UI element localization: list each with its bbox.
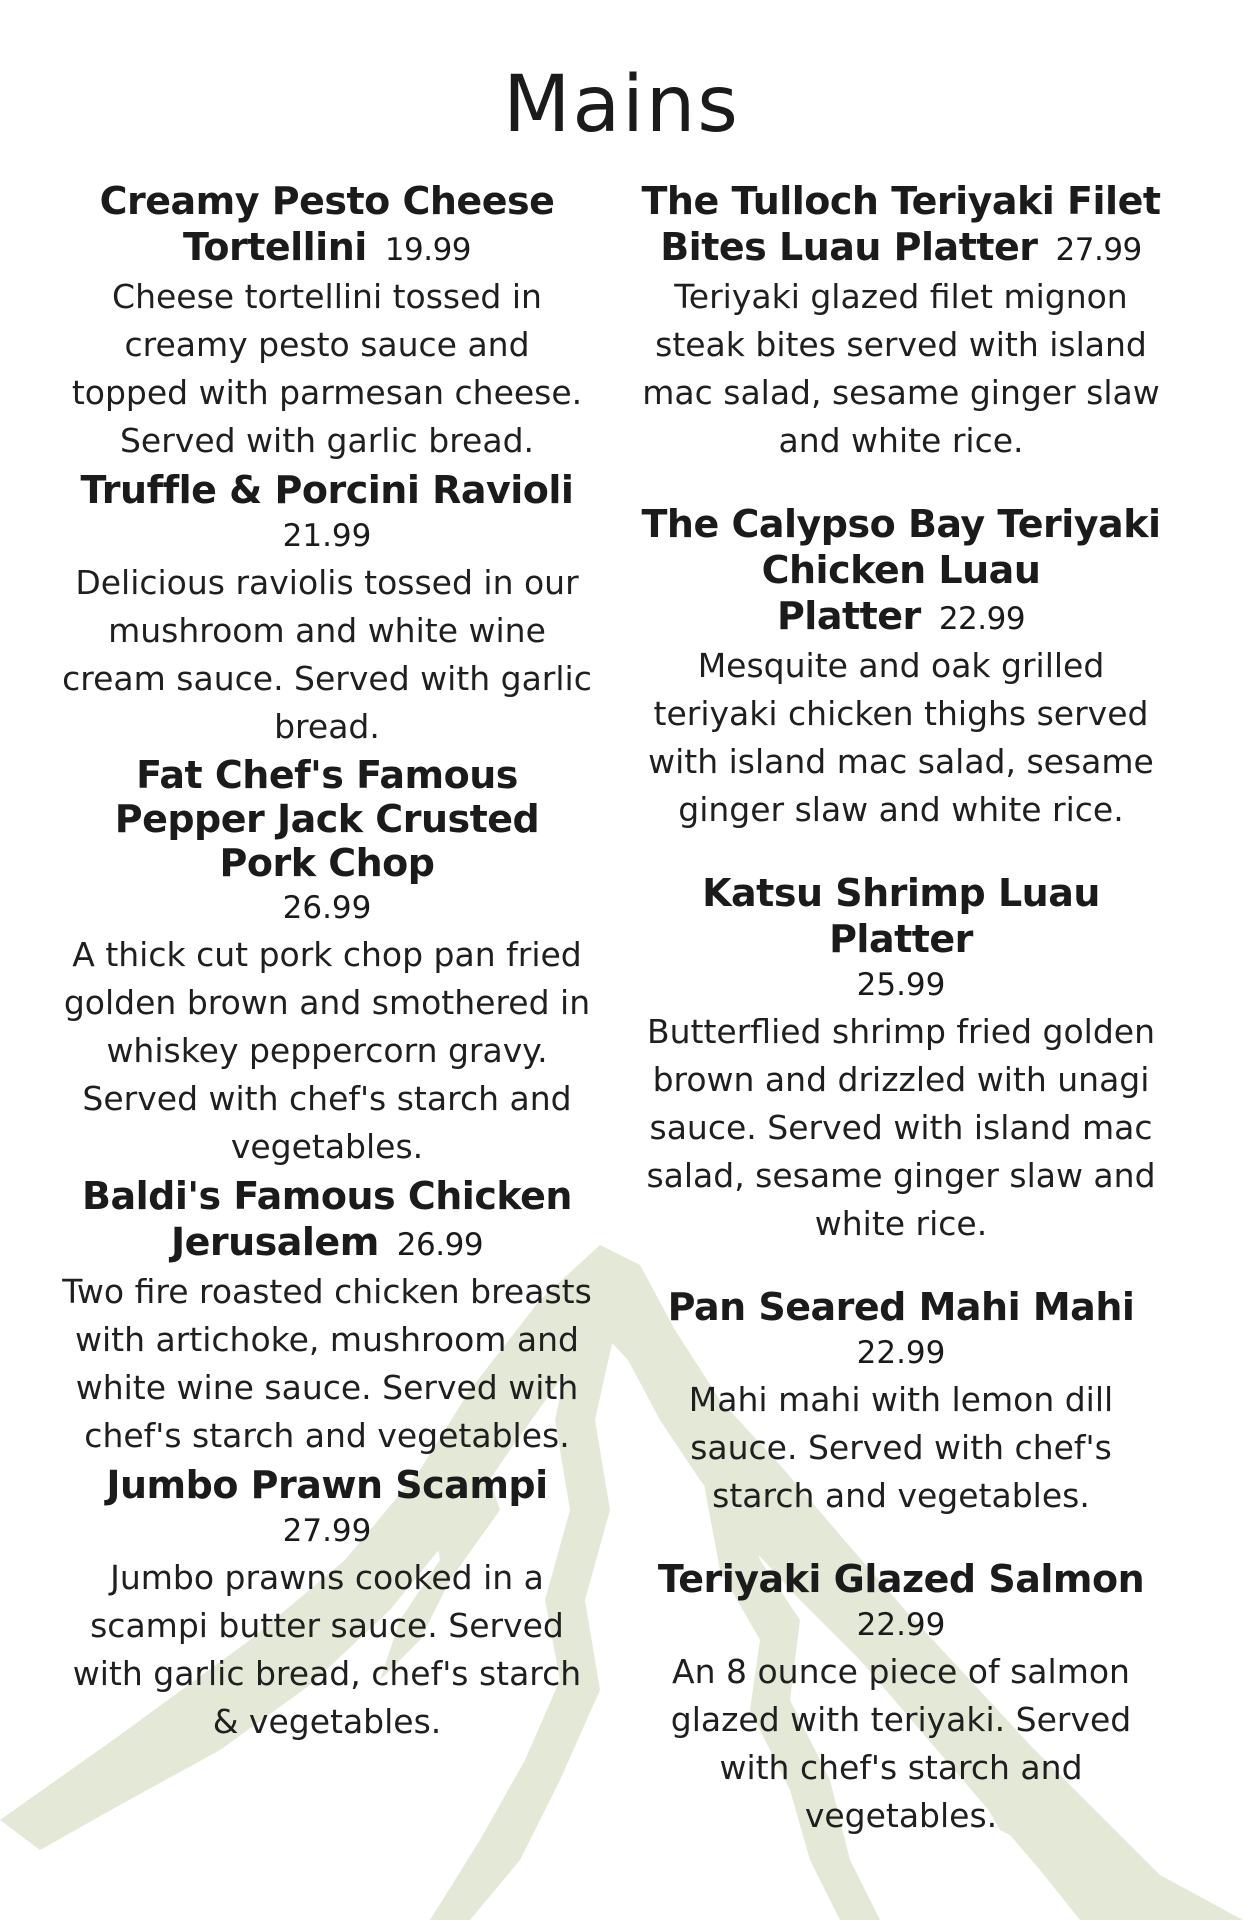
menu-item [62,1173,592,1460]
menu-item [636,870,1166,1248]
menu-item-name [62,1173,592,1268]
menu-item-name [636,501,1166,642]
menu-item-price: 19.99 [384,232,472,268]
menu-item-name [636,178,1166,273]
menu-item-title: Creamy Pesto Cheese Tortellini [99,179,555,269]
menu-item-price: 21.99 [282,518,372,554]
menu-item-price: 26.99 [282,890,372,926]
menu-item-price: 22.99 [938,601,1026,637]
menu-item-description: Jumbo prawns cooked in a scampi butter sauce. Served with garlic bread, chef's starch & vegetables. [72,1558,582,1741]
menu-item-title: Jumbo Prawn Scampi [106,1463,548,1507]
menu-item-title: Teriyaki Glazed Salmon [657,1557,1145,1601]
menu-item [636,178,1166,465]
menu-item-title: Katsu Shrimp Luau Platter [702,871,1100,961]
menu-item [636,1284,1166,1520]
menu-item [636,1556,1166,1840]
menu-item-title: Fat Chef's Famous Pepper Jack Crusted Pork Chop [114,753,540,885]
menu-item-price: 27.99 [282,1513,372,1549]
menu-item-description: Mesquite and oak grilled teriyaki chicken thighs served with island mac salad, sesame ginger slaw and white rice. [648,646,1154,829]
menu-item-title: The Calypso Bay Teriyaki Chicken Luau Platter [641,502,1161,638]
menu-item-description: An 8 ounce piece of salmon glazed with teriyaki. Served with chef's starch and vegetables. [670,1652,1132,1835]
menu-item [62,1462,592,1746]
menu-item-title: Truffle & Porcini Ravioli [80,468,574,512]
menu-item-price: 26.99 [396,1227,484,1263]
menu-item-title: Pan Seared Mahi Mahi [667,1285,1135,1329]
menu-item [62,178,592,465]
menu-item-price: 25.99 [856,967,946,1003]
menu-item-description: Teriyaki glazed filet mignon steak bites served with island mac salad, sesame ginger slaw and white rice. [642,277,1160,460]
menu-item-title: The Tulloch Teriyaki Filet Bites Luau Platter [641,179,1161,269]
menu-item-price: 27.99 [1055,232,1142,268]
right-menu-column [636,178,1166,1876]
menu-item-description: Butterflied shrimp fried golden brown and drizzled with unagi sauce. Served with island mac salad, sesame ginger slaw and white rice. [646,1012,1156,1243]
menu-item-description: A thick cut pork chop pan fried golden brown and smothered in whiskey peppercorn gravy. Served with chef's starch and vegetables. [63,935,591,1166]
menu-item-description: Delicious raviolis tossed in our mushroom and white wine cream sauce. Served with garlic bread. [62,563,592,746]
left-menu-column [62,178,592,1748]
menu-item-price: 22.99 [856,1335,946,1371]
menu-item [62,467,592,751]
menu-item-title: Baldi's Famous Chicken Jerusalem [82,1174,572,1264]
menu-item-description: Mahi mahi with lemon dill sauce. Served with chef's starch and vegetables. [688,1380,1114,1515]
menu-item-price: 22.99 [856,1607,946,1643]
page-title: Mains [503,60,740,150]
menu-item [62,753,592,1171]
menu-item [636,501,1166,834]
menu-item-description: Two fire roasted chicken breasts with artichoke, mushroom and white wine sauce. Served with chef's starch and vegetables. [62,1272,592,1455]
menu-item-description: Cheese tortellini tossed in creamy pesto sauce and topped with parmesan cheese. Served with garlic bread. [71,277,583,460]
menu-item-name [62,178,592,273]
